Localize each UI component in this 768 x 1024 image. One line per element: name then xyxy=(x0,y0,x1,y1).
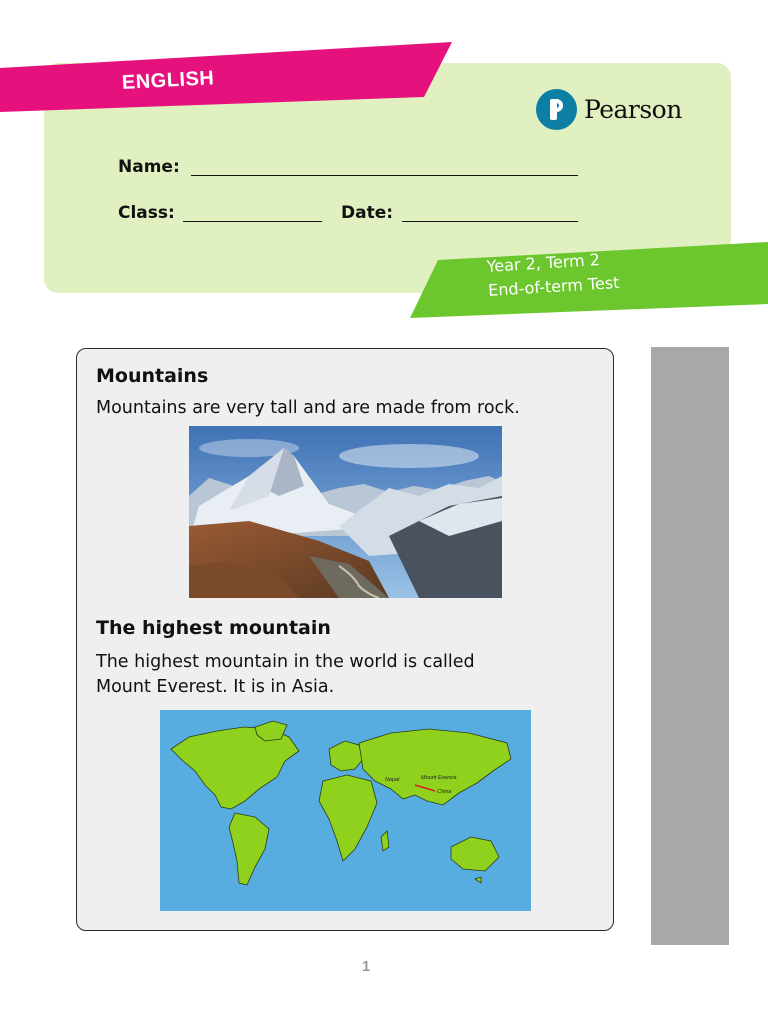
section-heading-highest-mountain: The highest mountain xyxy=(96,617,331,639)
mountain-photo xyxy=(189,426,502,598)
world-map xyxy=(159,709,532,912)
term-info xyxy=(486,247,620,303)
side-bar xyxy=(651,347,729,945)
section-text-line-1: The highest mountain in the world is called xyxy=(96,652,475,672)
date-label: Date: xyxy=(341,203,394,223)
section-text-line-2: Mount Everest. It is in Asia. xyxy=(96,677,335,697)
section-text-mountains: Mountains are very tall and are made from rock. xyxy=(96,398,520,418)
publisher-logo xyxy=(536,89,682,130)
name-label: Name: xyxy=(118,157,180,177)
name-field[interactable] xyxy=(191,175,578,176)
class-field[interactable] xyxy=(183,221,322,222)
class-label: Class: xyxy=(118,203,175,223)
section-text-highest-mountain xyxy=(96,650,475,700)
map-label-china: China xyxy=(437,789,452,795)
section-heading-mountains: Mountains xyxy=(96,365,209,387)
publisher-name: Pearson xyxy=(584,95,682,124)
map-label-everest: Mount Everest xyxy=(421,775,457,781)
date-field[interactable] xyxy=(402,221,578,222)
map-label-nepal: Nepal xyxy=(385,777,400,783)
page-number: 1 xyxy=(361,958,371,975)
pearson-logo-icon xyxy=(536,89,577,130)
term-line-1: Year 2, Term 2 xyxy=(486,250,601,276)
term-line-2: End-of-term Test xyxy=(487,272,620,300)
subject-label: ENGLISH xyxy=(121,67,215,94)
